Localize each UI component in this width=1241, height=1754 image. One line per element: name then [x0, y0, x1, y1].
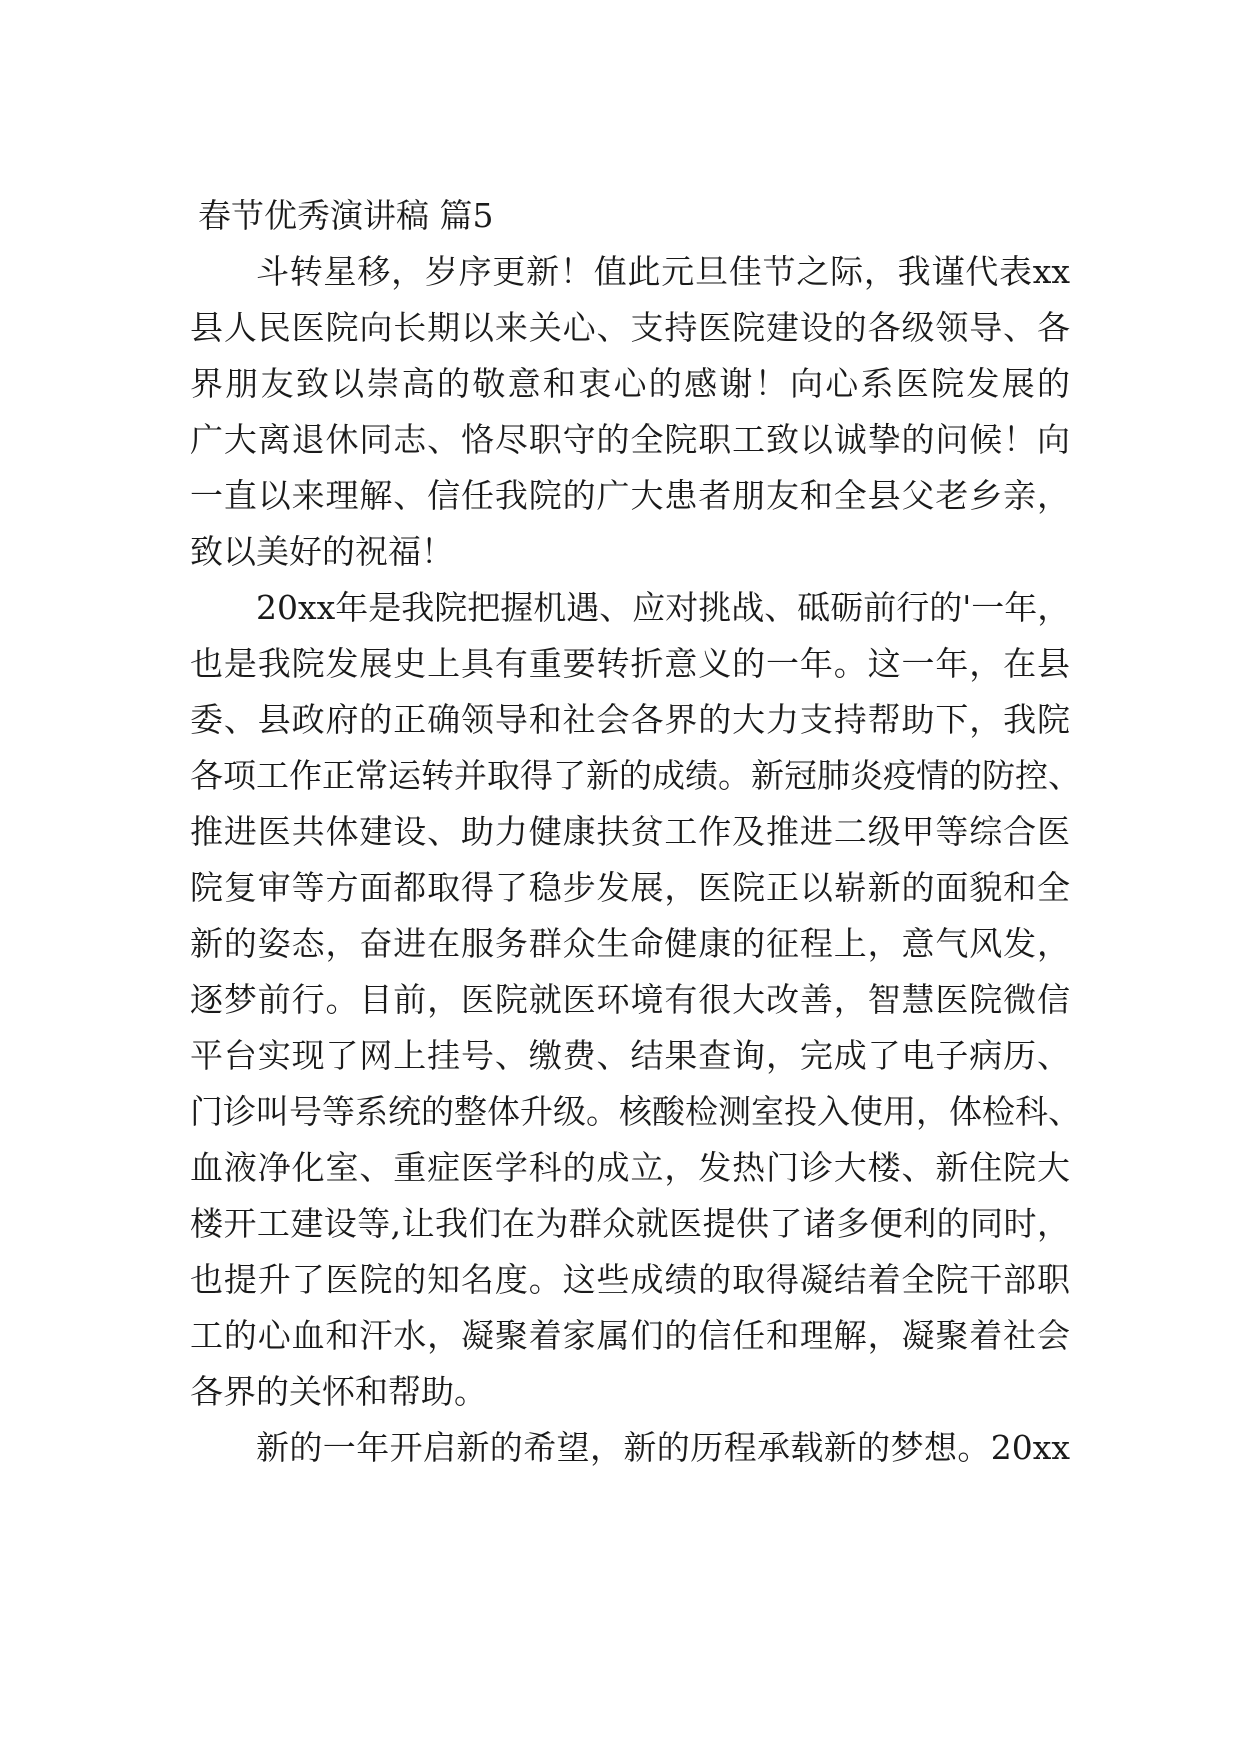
text-line: 门诊叫号等系统的整体升级。核酸检测室投入使用，体检科、	[190, 1092, 1081, 1131]
paragraph-2	[190, 580, 1081, 1420]
document-body	[190, 188, 1081, 1476]
text-line: 致以美好的祝福！	[190, 532, 454, 571]
text-line: 新的姿态，奋进在服务群众生命健康的征程上，意气风发，	[190, 924, 1070, 963]
text-line: 也是我院发展史上具有重要转折意义的一年。这一年，在县	[190, 644, 1070, 683]
text-line: 广大离退休同志、恪尽职守的全院职工致以诚挚的问候！向	[190, 420, 1070, 459]
text-line: 平台实现了网上挂号、缴费、结果查询，完成了电子病历、	[190, 1036, 1070, 1075]
text-line: 推进医共体建设、助力健康扶贫工作及推进二级甲等综合医	[190, 812, 1070, 851]
text-line: 工的心血和汗水，凝聚着家属们的信任和理解，凝聚着社会	[190, 1316, 1070, 1355]
text-line: 也提升了医院的知名度。这些成绩的取得凝结着全院干部职	[190, 1260, 1070, 1299]
text-line: 界朋友致以崇高的敬意和衷心的感谢！向心系医院发展的	[190, 364, 1070, 403]
text-line: 逐梦前行。目前，医院就医环境有很大改善，智慧医院微信	[190, 980, 1070, 1019]
text-line: 县人民医院向长期以来关心、支持医院建设的各级领导、各	[190, 308, 1070, 347]
text-line: 血液净化室、重症医学科的成立，发热门诊大楼、新住院大	[190, 1148, 1070, 1187]
text-line: 各界的关怀和帮助。	[190, 1372, 487, 1411]
text-line: 委、县政府的正确领导和社会各界的大力支持帮助下，我院	[190, 700, 1070, 739]
text-line: 院复审等方面都取得了稳步发展，医院正以崭新的面貌和全	[190, 868, 1070, 907]
document-heading: 春节优秀演讲稿 篇5	[198, 196, 494, 235]
paragraph-1	[190, 244, 1070, 580]
text-line: 斗转星移，岁序更新！值此元旦佳节之际，我谨代表xx	[256, 252, 1070, 291]
text-line: 新的一年开启新的希望，新的历程承载新的梦想。20xx	[256, 1428, 1070, 1467]
paragraph-3	[190, 1420, 1070, 1476]
text-line: 20xx年是我院把握机遇、应对挑战、砥砺前行的'一年，	[256, 588, 1071, 627]
text-line: 一直以来理解、信任我院的广大患者朋友和全县父老乡亲，	[190, 476, 1070, 515]
text-line: 各项工作正常运转并取得了新的成绩。新冠肺炎疫情的防控、	[190, 756, 1081, 795]
text-line: 楼开工建设等,让我们在为群众就医提供了诸多便利的同时，	[190, 1204, 1070, 1243]
